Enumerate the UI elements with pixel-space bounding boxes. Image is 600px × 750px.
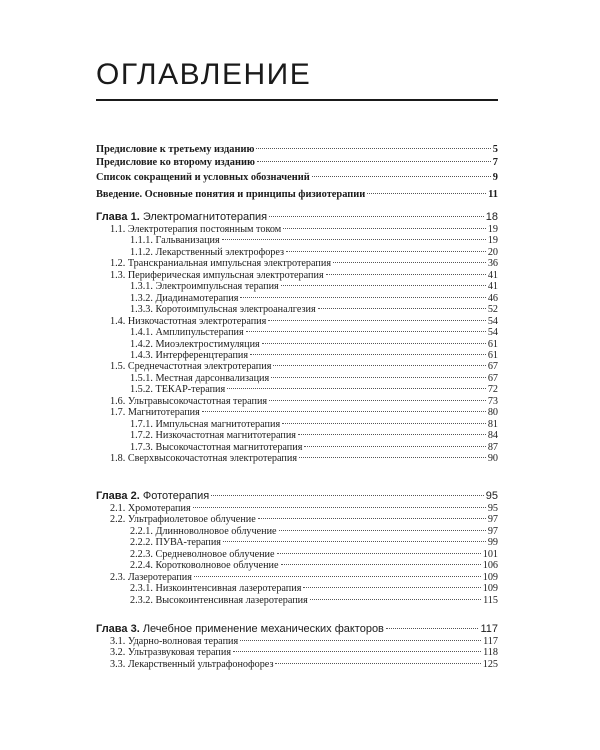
dot-leader	[277, 553, 481, 554]
page-number: 19	[487, 235, 498, 247]
dot-leader	[282, 423, 486, 424]
chapter-heading	[96, 490, 209, 502]
dot-leader	[268, 320, 486, 321]
entry-title: 3.2. Ультразвуковая терапия	[110, 647, 232, 659]
dot-leader	[222, 239, 486, 240]
page-number: 41	[487, 269, 498, 281]
toc-section-entry[interactable]	[96, 503, 498, 514]
page-number: 109	[482, 583, 498, 595]
page-number: 41	[487, 281, 498, 293]
toc-subsection-entry[interactable]	[96, 327, 498, 338]
toc-section-entry[interactable]	[96, 572, 498, 583]
chapter-heading	[96, 211, 267, 223]
toc-subsection-entry[interactable]	[96, 339, 498, 350]
entry-title: 1.5. Среднечастотная электротерапия	[110, 361, 272, 373]
page-number: 7	[492, 157, 498, 168]
page-number: 20	[487, 246, 498, 258]
toc-subsection-entry[interactable]	[96, 350, 498, 361]
dot-leader	[193, 507, 486, 508]
page-number: 5	[492, 144, 498, 155]
dot-leader	[279, 530, 486, 531]
dot-leader	[223, 541, 486, 542]
page-number: 54	[487, 327, 498, 339]
dot-leader	[275, 663, 480, 664]
toc-section-entry[interactable]	[96, 224, 498, 235]
entry-title: 2.2.2. ПУВА-терапия	[130, 537, 221, 549]
page-number: 97	[487, 514, 498, 526]
toc-entry-front-matter[interactable]	[96, 157, 498, 168]
toc-entry-front-matter[interactable]	[96, 172, 498, 183]
page-number: 101	[482, 548, 498, 560]
entry-title: 2.3. Лазеротерапия	[110, 571, 192, 583]
page-number: 117	[480, 623, 498, 635]
toc-subsection-entry[interactable]	[96, 560, 498, 571]
page-number: 95	[487, 503, 498, 514]
dot-leader	[303, 587, 480, 588]
entry-title: 2.3.2. Высокоинтенсивная лазеротерапия	[130, 594, 308, 606]
entry-title: 1.1. Электротерапия постоянным током	[110, 224, 282, 235]
entry-title: 1.1.1. Гальванизация	[130, 235, 220, 247]
dot-leader	[310, 599, 481, 600]
dot-leader	[257, 161, 491, 162]
page-number: 46	[487, 292, 498, 304]
chapter-heading	[96, 623, 384, 635]
entry-title: 1.7.3. Высокочастотная магнитотерапия	[130, 441, 303, 453]
entry-title: Список сокращений и условных обозначений	[96, 172, 310, 183]
toc-subsection-entry[interactable]	[96, 430, 498, 441]
toc-subsection-entry[interactable]	[96, 583, 498, 594]
dot-leader	[286, 251, 486, 252]
page-number: 52	[487, 304, 498, 316]
chapter-label: Глава 3.	[96, 623, 140, 635]
entry-title: 1.6. Ультравысокочастотная терапия	[110, 395, 268, 407]
page-number: 90	[487, 453, 498, 464]
toc-subsection-entry[interactable]	[96, 442, 498, 453]
page-number: 125	[482, 658, 498, 670]
page-number: 61	[487, 349, 498, 361]
chapter-name: Фототерапия	[142, 490, 210, 502]
toc-entry-front-matter[interactable]	[96, 144, 498, 155]
dot-leader	[256, 148, 490, 149]
entry-title: 2.2.4. Коротковолновое облучение	[130, 560, 279, 572]
toc-section-entry[interactable]	[96, 316, 498, 327]
page-number: 61	[487, 338, 498, 350]
dot-leader	[386, 628, 479, 629]
entry-title: 2.2. Ультрафиолетовое облучение	[110, 514, 256, 526]
entry-title: 1.3.1. Электроимпульсная терапия	[130, 281, 279, 293]
toc-section-entry[interactable]	[96, 514, 498, 525]
entry-title: 1.5.1. Местная дарсонвализация	[130, 372, 270, 384]
toc-subsection-entry[interactable]	[96, 549, 498, 560]
page-number: 97	[487, 525, 498, 537]
dot-leader	[240, 297, 485, 298]
dot-leader	[281, 285, 486, 286]
dot-leader	[246, 331, 486, 332]
entry-title: 1.4.2. Миоэлектростимуляция	[130, 338, 260, 350]
toc-subsection-entry[interactable]	[96, 526, 498, 537]
dot-leader	[273, 365, 485, 366]
dot-leader	[298, 434, 486, 435]
entry-title: 1.3.3. Коротоимпульсная электроаналгезия	[130, 304, 316, 316]
toc-subsection-entry[interactable]	[96, 419, 498, 430]
toc-section-entry[interactable]	[96, 453, 498, 464]
toc-section-entry[interactable]	[96, 407, 498, 418]
page-number: 118	[483, 647, 498, 659]
toc-section-entry[interactable]	[96, 396, 498, 407]
page-number: 18	[485, 211, 498, 223]
entry-title: Предисловие ко второму изданию	[96, 157, 255, 168]
toc-subsection-entry[interactable]	[96, 304, 498, 315]
page-number: 19	[487, 224, 498, 235]
entry-title: 2.2.1. Длинноволновое облучение	[130, 525, 277, 537]
title-divider	[96, 99, 498, 101]
dot-leader	[326, 274, 486, 275]
entry-title: 1.7. Магнитотерапия	[110, 407, 200, 419]
page-title: ОГЛАВЛЕНИЕ	[96, 58, 312, 91]
entry-title: 1.4.3. Интерференцтерапия	[130, 349, 249, 361]
entry-title: 1.3.2. Диадинамотерапия	[130, 292, 239, 304]
dot-leader	[281, 564, 481, 565]
dot-leader	[233, 651, 481, 652]
chapter-label: Глава 2.	[96, 490, 140, 502]
page-number: 67	[487, 361, 498, 373]
dot-leader	[250, 354, 486, 355]
entry-title: 1.7.1. Импульсная магнитотерапия	[130, 418, 281, 430]
entry-title: 1.3. Периферическая импульсная электротерапия	[110, 269, 324, 281]
entry-title: 2.1. Хромотерапия	[110, 503, 191, 514]
page-number: 117	[483, 636, 498, 647]
page-number: 67	[487, 372, 498, 384]
page-number: 11	[488, 189, 498, 200]
toc-chapter-entry[interactable]	[96, 211, 498, 223]
toc-entry-front-matter[interactable]	[96, 189, 498, 200]
page-number: 80	[487, 407, 498, 419]
page-number: 109	[482, 571, 498, 583]
toc-chapter-entry[interactable]	[96, 490, 498, 502]
dot-leader	[269, 216, 484, 217]
toc-subsection-entry[interactable]	[96, 384, 498, 395]
toc-section-entry[interactable]	[96, 258, 498, 269]
page-number: 72	[487, 384, 498, 396]
toc-chapter-entry[interactable]	[96, 623, 498, 635]
entry-title: 1.7.2. Низкочастотная магнитотерапия	[130, 430, 296, 442]
page-number: 54	[487, 315, 498, 327]
entry-title: 2.2.3. Средневолновое облучение	[130, 548, 275, 560]
dot-leader	[318, 308, 486, 309]
dot-leader	[269, 400, 486, 401]
entry-title: 1.4.1. Амплипульстерапия	[130, 327, 244, 339]
entry-title: 3.3. Лекарственный ультрафонофорез	[110, 658, 274, 670]
entry-title: 1.8. Сверхвысокочастотная электротерапия	[110, 453, 297, 464]
toc-subsection-entry[interactable]	[96, 595, 498, 606]
toc-subsection-entry[interactable]	[96, 537, 498, 548]
dot-leader	[304, 446, 485, 447]
dot-leader	[367, 193, 486, 194]
page-number: 99	[487, 537, 498, 549]
toc-subsection-entry[interactable]	[96, 235, 498, 246]
page-number: 84	[487, 430, 498, 442]
entry-title: 1.4. Низкочастотная электротерапия	[110, 315, 267, 327]
dot-leader	[240, 640, 481, 641]
toc-subsection-entry[interactable]	[96, 247, 498, 258]
page-number: 87	[487, 441, 498, 453]
dot-leader	[299, 457, 486, 458]
toc-section-entry[interactable]	[96, 636, 498, 647]
dot-leader	[194, 576, 481, 577]
toc-subsection-entry[interactable]	[96, 293, 498, 304]
page-number: 95	[485, 490, 498, 502]
toc-section-entry[interactable]	[96, 361, 498, 372]
dot-leader	[211, 495, 484, 496]
chapter-name: Лечебное применение механических факторов	[142, 623, 384, 635]
dot-leader	[227, 388, 486, 389]
page-number: 115	[483, 594, 498, 606]
chapter-label: Глава 1.	[96, 211, 140, 223]
chapter-name: Электромагнитотерапия	[142, 211, 268, 223]
dot-leader	[312, 176, 491, 177]
dot-leader	[271, 377, 486, 378]
dot-leader	[283, 228, 486, 229]
entry-title: Предисловие к третьему изданию	[96, 144, 255, 155]
page-number: 81	[487, 418, 498, 430]
toc-section-entry[interactable]	[96, 647, 498, 658]
page-number: 106	[482, 560, 498, 572]
toc-subsection-entry[interactable]	[96, 281, 498, 292]
dot-leader	[258, 518, 486, 519]
page-number: 9	[492, 172, 498, 183]
dot-leader	[262, 343, 486, 344]
entry-title: 1.5.2. ТЕКАР-терапия	[130, 384, 226, 396]
page-number: 36	[487, 258, 498, 270]
dot-leader	[202, 411, 486, 412]
dot-leader	[333, 262, 486, 263]
page-number: 73	[487, 395, 498, 407]
entry-title: 1.2. Транскраниальная импульсная электротерапия	[110, 258, 332, 270]
entry-title: 1.1.2. Лекарственный электрофорез	[130, 246, 285, 258]
entry-title: Введение. Основные понятия и принципы физиотерапии	[96, 189, 366, 200]
toc-section-entry[interactable]	[96, 659, 498, 670]
entry-title: 2.3.1. Низкоинтенсивная лазеротерапия	[130, 583, 302, 595]
entry-title: 3.1. Ударно-волновая терапия	[110, 636, 239, 647]
toc-section-entry[interactable]	[96, 270, 498, 281]
toc-subsection-entry[interactable]	[96, 373, 498, 384]
